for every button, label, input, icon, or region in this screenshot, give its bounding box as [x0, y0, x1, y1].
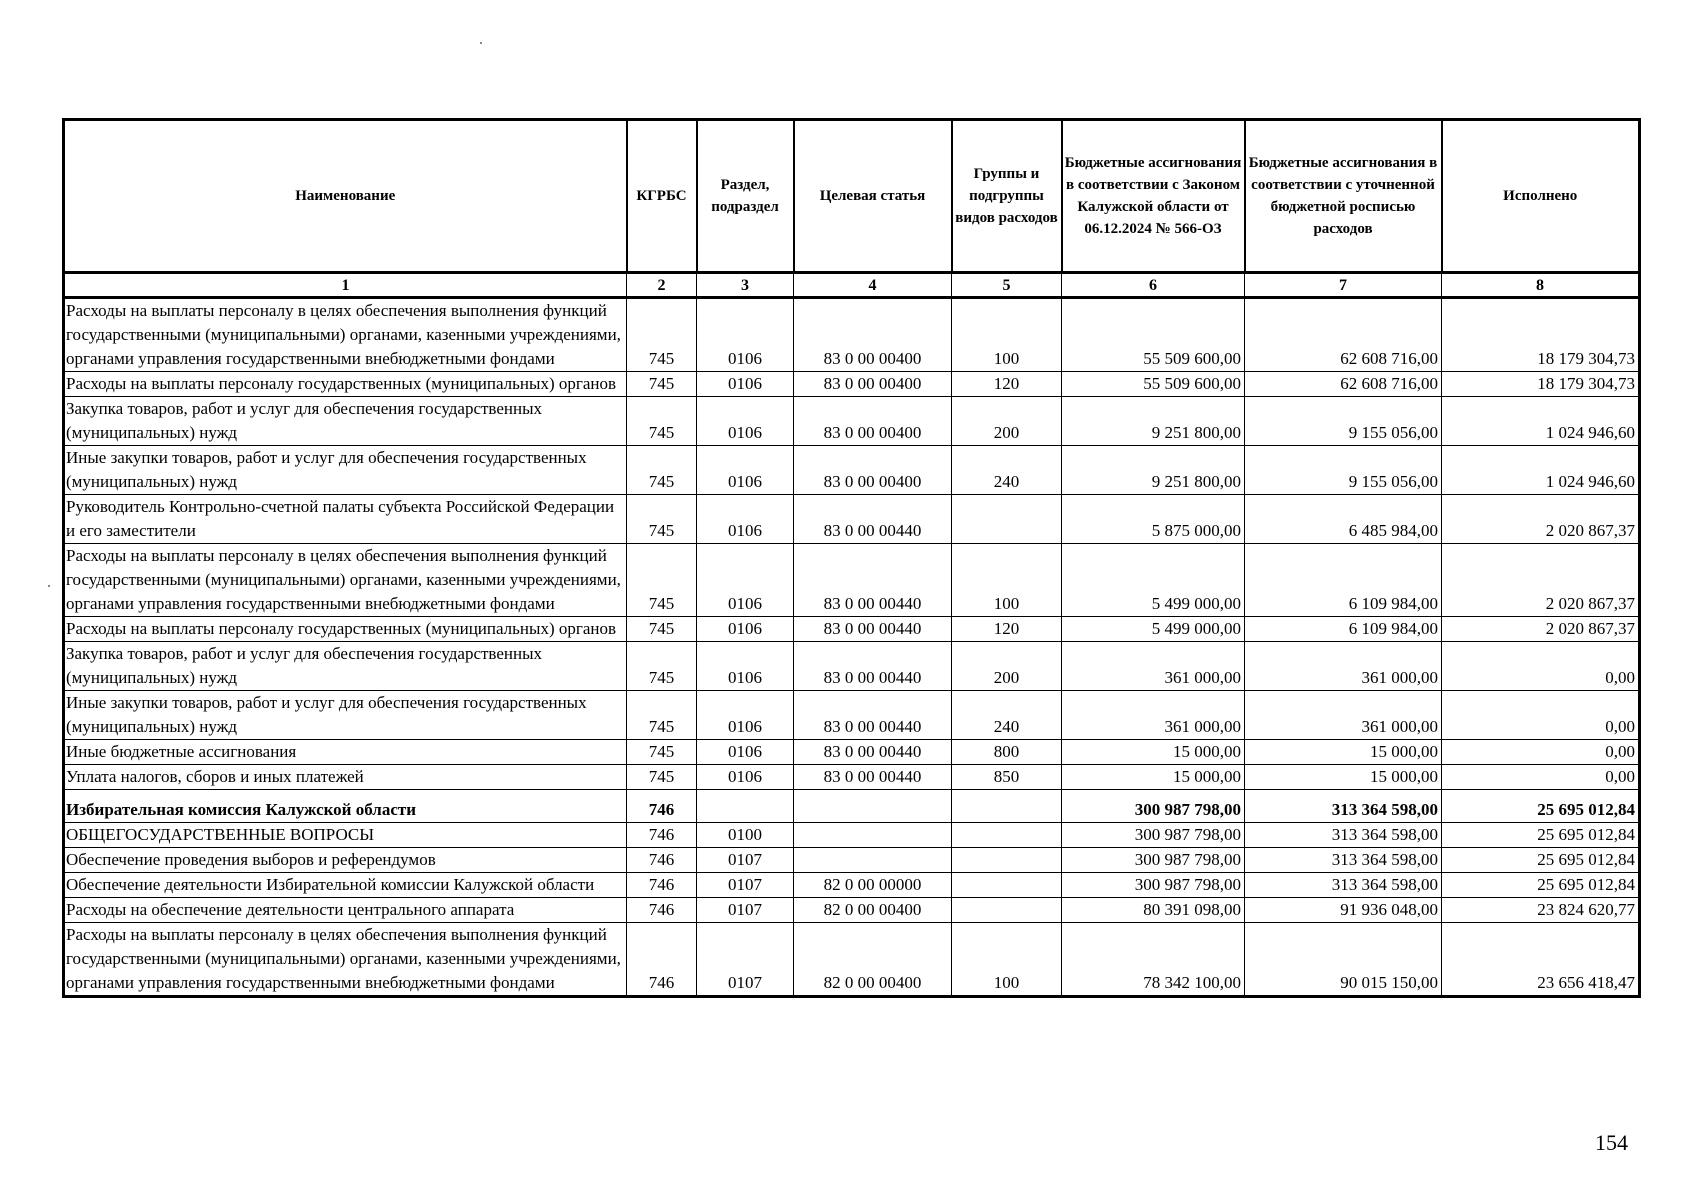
cell-target-article: 83 0 00 00400 [794, 372, 952, 397]
cell-executed: 0,00 [1442, 740, 1640, 765]
cell-name: Расходы на выплаты персоналу государственных (муниципальных) органов [64, 617, 627, 642]
cell-section: 0107 [697, 873, 794, 898]
cell-law-allocation: 55 509 600,00 [1062, 372, 1245, 397]
cell-law-allocation: 15 000,00 [1062, 765, 1245, 790]
cell-refined-allocation: 313 364 598,00 [1245, 790, 1442, 823]
cell-kgrbs: 745 [627, 617, 697, 642]
cell-law-allocation: 78 342 100,00 [1062, 923, 1245, 997]
cell-law-allocation: 5 499 000,00 [1062, 544, 1245, 617]
cell-kgrbs: 746 [627, 823, 697, 848]
cell-section: 0106 [697, 397, 794, 446]
cell-executed: 2 020 867,37 [1442, 495, 1640, 544]
column-number: 3 [697, 273, 794, 298]
cell-kgrbs: 746 [627, 873, 697, 898]
cell-target-article: 82 0 00 00400 [794, 923, 952, 997]
cell-refined-allocation: 313 364 598,00 [1245, 823, 1442, 848]
table-row [64, 446, 1640, 495]
cell-executed: 0,00 [1442, 642, 1640, 691]
cell-name: Расходы на выплаты персоналу в целях обеспечения выполнения функций государственными (муниципальными) органами, казенными учреждениями, органами управления государственными внебюджетными фондами [64, 923, 627, 997]
header-row [64, 120, 1640, 273]
table-row [64, 495, 1640, 544]
cell-kgrbs: 746 [627, 848, 697, 873]
cell-name: Обеспечение проведения выборов и референдумов [64, 848, 627, 873]
table-row [64, 848, 1640, 873]
cell-name: Иные бюджетные ассигнования [64, 740, 627, 765]
cell-expense-group: 800 [952, 740, 1062, 765]
page-number: 154 [1595, 1130, 1628, 1155]
cell-target-article: 83 0 00 00400 [794, 446, 952, 495]
cell-kgrbs: 746 [627, 898, 697, 923]
column-number: 4 [794, 273, 952, 298]
cell-refined-allocation: 313 364 598,00 [1245, 873, 1442, 898]
cell-section: 0107 [697, 923, 794, 997]
cell-law-allocation: 5 875 000,00 [1062, 495, 1245, 544]
cell-section: 0106 [697, 691, 794, 740]
cell-target-article: 83 0 00 00440 [794, 740, 952, 765]
cell-name: Расходы на выплаты персоналу в целях обеспечения выполнения функций государственными (муниципальными) органами, казенными учреждениями, органами управления государственными внебюджетными фондами [64, 298, 627, 372]
cell-target-article: 83 0 00 00440 [794, 765, 952, 790]
cell-section: 0107 [697, 898, 794, 923]
cell-law-allocation: 9 251 800,00 [1062, 397, 1245, 446]
cell-target-article: 83 0 00 00440 [794, 617, 952, 642]
cell-law-allocation: 300 987 798,00 [1062, 823, 1245, 848]
column-header: Бюджетные ассигнования в соответствии с уточненной бюджетной росписью расходов [1245, 120, 1442, 273]
cell-name: Иные закупки товаров, работ и услуг для обеспечения государственных (муниципальных) нужд [64, 446, 627, 495]
column-number: 6 [1062, 273, 1245, 298]
table-row [64, 397, 1640, 446]
cell-target-article: 83 0 00 00400 [794, 298, 952, 372]
table-row [64, 298, 1640, 372]
cell-expense-group [952, 790, 1062, 823]
cell-section: 0106 [697, 298, 794, 372]
column-header: Раздел, подраздел [697, 120, 794, 273]
cell-law-allocation: 300 987 798,00 [1062, 873, 1245, 898]
cell-name: Руководитель Контрольно-счетной палаты субъекта Российской Федерации и его заместители [64, 495, 627, 544]
cell-executed: 23 824 620,77 [1442, 898, 1640, 923]
cell-target-article: 83 0 00 00440 [794, 495, 952, 544]
table-row [64, 544, 1640, 617]
cell-expense-group: 850 [952, 765, 1062, 790]
cell-section: 0106 [697, 740, 794, 765]
table-row [64, 790, 1640, 823]
cell-name: Закупка товаров, работ и услуг для обеспечения государственных (муниципальных) нужд [64, 642, 627, 691]
column-number: 5 [952, 273, 1062, 298]
cell-name: Обеспечение деятельности Избирательной комиссии Калужской области [64, 873, 627, 898]
cell-section: 0106 [697, 446, 794, 495]
table-row [64, 923, 1640, 997]
cell-refined-allocation: 62 608 716,00 [1245, 298, 1442, 372]
cell-refined-allocation: 15 000,00 [1245, 765, 1442, 790]
cell-refined-allocation: 15 000,00 [1245, 740, 1442, 765]
cell-executed: 25 695 012,84 [1442, 790, 1640, 823]
cell-law-allocation: 5 499 000,00 [1062, 617, 1245, 642]
cell-section: 0106 [697, 495, 794, 544]
cell-executed: 2 020 867,37 [1442, 617, 1640, 642]
cell-target-article [794, 790, 952, 823]
cell-expense-group [952, 848, 1062, 873]
column-header: КГРБС [627, 120, 697, 273]
cell-kgrbs: 745 [627, 372, 697, 397]
cell-refined-allocation: 90 015 150,00 [1245, 923, 1442, 997]
cell-expense-group: 100 [952, 544, 1062, 617]
cell-executed: 0,00 [1442, 691, 1640, 740]
column-number: 7 [1245, 273, 1442, 298]
column-header: Целевая статья [794, 120, 952, 273]
cell-kgrbs: 746 [627, 790, 697, 823]
cell-refined-allocation: 361 000,00 [1245, 691, 1442, 740]
cell-expense-group: 100 [952, 923, 1062, 997]
cell-executed: 18 179 304,73 [1442, 298, 1640, 372]
cell-kgrbs: 745 [627, 691, 697, 740]
budget-table [62, 118, 1641, 998]
cell-kgrbs: 745 [627, 642, 697, 691]
cell-executed: 1 024 946,60 [1442, 446, 1640, 495]
cell-kgrbs: 745 [627, 495, 697, 544]
cell-target-article: 83 0 00 00400 [794, 397, 952, 446]
cell-target-article: 83 0 00 00440 [794, 544, 952, 617]
cell-name: Расходы на выплаты персоналу в целях обеспечения выполнения функций государственными (муниципальными) органами, казенными учреждениями, органами управления государственными внебюджетными фондами [64, 544, 627, 617]
cell-name: Уплата налогов, сборов и иных платежей [64, 765, 627, 790]
cell-refined-allocation: 361 000,00 [1245, 642, 1442, 691]
cell-law-allocation: 55 509 600,00 [1062, 298, 1245, 372]
cell-executed: 1 024 946,60 [1442, 397, 1640, 446]
cell-target-article [794, 823, 952, 848]
cell-expense-group [952, 823, 1062, 848]
cell-expense-group: 240 [952, 446, 1062, 495]
cell-section: 0106 [697, 642, 794, 691]
cell-refined-allocation: 62 608 716,00 [1245, 372, 1442, 397]
cell-section [697, 790, 794, 823]
cell-law-allocation: 361 000,00 [1062, 642, 1245, 691]
cell-target-article [794, 848, 952, 873]
table-row [64, 823, 1640, 848]
cell-kgrbs: 745 [627, 740, 697, 765]
table-row [64, 642, 1640, 691]
column-number: 8 [1442, 273, 1640, 298]
column-header: Группы и подгруппы видов расходов [952, 120, 1062, 273]
table-row [64, 740, 1640, 765]
cell-expense-group [952, 898, 1062, 923]
cell-expense-group: 200 [952, 397, 1062, 446]
cell-expense-group: 100 [952, 298, 1062, 372]
cell-executed: 2 020 867,37 [1442, 544, 1640, 617]
cell-target-article: 82 0 00 00000 [794, 873, 952, 898]
cell-name: Расходы на обеспечение деятельности центрального аппарата [64, 898, 627, 923]
cell-expense-group [952, 873, 1062, 898]
cell-executed: 25 695 012,84 [1442, 873, 1640, 898]
table-row [64, 898, 1640, 923]
scan-speck [480, 42, 482, 44]
table-row [64, 372, 1640, 397]
cell-refined-allocation: 6 109 984,00 [1245, 617, 1442, 642]
column-number: 1 [64, 273, 627, 298]
cell-target-article: 82 0 00 00400 [794, 898, 952, 923]
cell-executed: 25 695 012,84 [1442, 823, 1640, 848]
column-number: 2 [627, 273, 697, 298]
cell-target-article: 83 0 00 00440 [794, 691, 952, 740]
table-row [64, 691, 1640, 740]
column-header: Наименование [64, 120, 627, 273]
cell-expense-group: 120 [952, 617, 1062, 642]
cell-law-allocation: 15 000,00 [1062, 740, 1245, 765]
cell-executed: 18 179 304,73 [1442, 372, 1640, 397]
column-header: Исполнено [1442, 120, 1640, 273]
cell-name: Закупка товаров, работ и услуг для обеспечения государственных (муниципальных) нужд [64, 397, 627, 446]
cell-refined-allocation: 313 364 598,00 [1245, 848, 1442, 873]
cell-section: 0106 [697, 617, 794, 642]
cell-kgrbs: 745 [627, 446, 697, 495]
cell-expense-group: 200 [952, 642, 1062, 691]
cell-section: 0106 [697, 765, 794, 790]
cell-refined-allocation: 9 155 056,00 [1245, 397, 1442, 446]
cell-name: Расходы на выплаты персоналу государственных (муниципальных) органов [64, 372, 627, 397]
scan-speck [48, 585, 50, 587]
table-row [64, 617, 1640, 642]
column-number-row [64, 273, 1640, 298]
cell-kgrbs: 745 [627, 397, 697, 446]
cell-section: 0107 [697, 848, 794, 873]
cell-law-allocation: 361 000,00 [1062, 691, 1245, 740]
cell-target-article: 83 0 00 00440 [794, 642, 952, 691]
cell-executed: 23 656 418,47 [1442, 923, 1640, 997]
cell-refined-allocation: 9 155 056,00 [1245, 446, 1442, 495]
cell-section: 0100 [697, 823, 794, 848]
cell-expense-group [952, 495, 1062, 544]
table-row [64, 765, 1640, 790]
cell-executed: 25 695 012,84 [1442, 848, 1640, 873]
cell-name: ОБЩЕГОСУДАРСТВЕННЫЕ ВОПРОСЫ [64, 823, 627, 848]
cell-kgrbs: 745 [627, 544, 697, 617]
cell-refined-allocation: 91 936 048,00 [1245, 898, 1442, 923]
cell-kgrbs: 745 [627, 298, 697, 372]
cell-law-allocation: 80 391 098,00 [1062, 898, 1245, 923]
cell-kgrbs: 746 [627, 923, 697, 997]
cell-section: 0106 [697, 544, 794, 617]
table-body [64, 298, 1640, 997]
cell-law-allocation: 300 987 798,00 [1062, 848, 1245, 873]
cell-expense-group: 120 [952, 372, 1062, 397]
cell-name: Избирательная комиссия Калужской области [64, 790, 627, 823]
table-row [64, 873, 1640, 898]
cell-refined-allocation: 6 485 984,00 [1245, 495, 1442, 544]
cell-refined-allocation: 6 109 984,00 [1245, 544, 1442, 617]
cell-section: 0106 [697, 372, 794, 397]
cell-expense-group: 240 [952, 691, 1062, 740]
cell-law-allocation: 9 251 800,00 [1062, 446, 1245, 495]
cell-law-allocation: 300 987 798,00 [1062, 790, 1245, 823]
cell-name: Иные закупки товаров, работ и услуг для обеспечения государственных (муниципальных) нужд [64, 691, 627, 740]
cell-kgrbs: 745 [627, 765, 697, 790]
column-header: Бюджетные ассигнования в соответствии с Законом Калужской области от 06.12.2024 № 566-ОЗ [1062, 120, 1245, 273]
cell-executed: 0,00 [1442, 765, 1640, 790]
